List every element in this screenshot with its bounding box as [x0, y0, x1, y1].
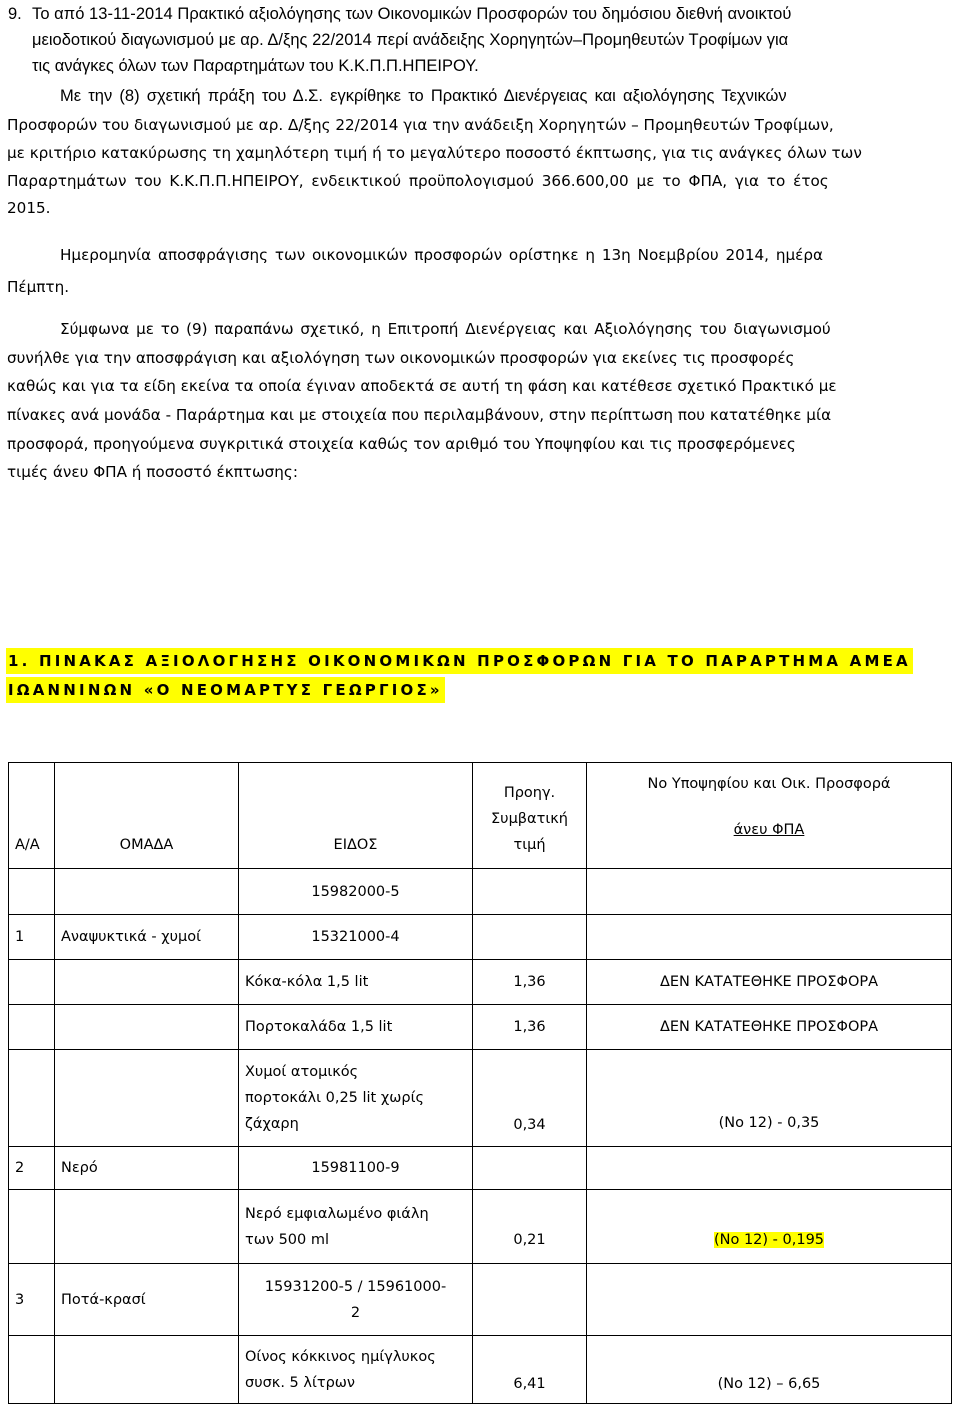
- header-prev-line2: Συμβατική: [491, 811, 568, 827]
- row4-item-l1: Νερό εμφιαλωμένο φιάλη: [245, 1205, 429, 1222]
- row3-offer: (Νο 12) - 0,35: [587, 1050, 952, 1147]
- para3-line6: τιμές άνευ ΦΠΑ ή ποσοστό έκπτωσης:: [7, 463, 298, 481]
- para3-line5: προσφορά, προηγούμενα συγκριτικά στοιχεία καθώς τον αριθμό του Υποψηφίου και τις προσφερόμενες: [7, 435, 796, 453]
- item-number: 9.: [8, 5, 22, 23]
- group3-aa: 3: [9, 1264, 55, 1336]
- row5-item-l1: Οίνος κόκκινος ημίγλυκος: [245, 1348, 436, 1365]
- row3-item-l2: πορτοκάλι 0,25 lit χωρίς: [245, 1090, 424, 1106]
- row2-item: Πορτοκαλάδα 1,5 lit: [239, 1005, 473, 1050]
- item9-line4: Με την (8) σχετική πράξη του Δ.Σ. εγκρίθηκε το Πρακτικό Διενέργειας και αξιολόγησης Τεχνικών: [60, 87, 787, 105]
- item9-line7: Παραρτημάτων του Κ.Κ.Π.Π.ΗΠΕΙΡΟΥ, ενδεικτικού προϋπολογισμού 366.600,00 με το ΦΠΑ, για το έτος: [7, 172, 829, 190]
- evaluation-table: [8, 762, 952, 1404]
- group3-code-l1: 15931200-5 / 15961000-: [264, 1278, 447, 1295]
- table-row: [9, 1264, 952, 1336]
- row3-item-l1: Χυμοί ατομικός: [245, 1064, 359, 1080]
- group3-code: [239, 1264, 473, 1336]
- para2-line1: Ημερομηνία αποσφράγισης των οικονομικών προσφορών ορίστηκε η 13η Νοεμβρίου 2014, ημέρα: [60, 246, 823, 264]
- item9-line5: Προσφορών του διαγωνισμού με αρ. Δ/ξης 22/2014 για την ανάδειξη Χορηγητών – Προμηθευτών Τροφίμων,: [7, 116, 834, 134]
- item9-line3: τις ανάγκες όλων των Παραρτημάτων του Κ.Κ.Π.Π.ΗΠΕΙΡΟΥ.: [32, 57, 479, 75]
- table-header-row: [9, 763, 952, 869]
- header-offer-line2: άνευ ΦΠΑ: [733, 822, 805, 838]
- row4-offer-value: (Νο 12) - 0,195: [713, 1232, 825, 1248]
- table-row: [9, 869, 952, 915]
- row4-item-l2: των 500 ml: [245, 1231, 330, 1248]
- group3-code-l2: 2: [350, 1304, 361, 1321]
- table-row: [9, 1005, 952, 1050]
- row5-item-l2: συσκ. 5 λίτρων: [245, 1374, 356, 1391]
- header-aa: Α/Α: [9, 763, 55, 869]
- row2-price: 1,36: [473, 1005, 587, 1050]
- group1-code1: 15982000-5: [239, 869, 473, 915]
- para3-line4: πίνακες ανά μονάδα - Παράρτημα και με στοιχεία που περιλαμβάνουν, στην περίπτωση που κατατέθηκε μία: [7, 406, 832, 424]
- para3-line3: καθώς και για τα είδη εκείνα τα οποία έγιναν αποδεκτά σε αυτή τη φάση και κατέθεσε σχετικό Πρακτικό με: [7, 377, 837, 395]
- item9-line6: με κριτήριο κατακύρωσης τη χαμηλότερη τιμή ή το μεγαλύτερο ποσοστό έκπτωσης, για τις ανάγκες όλων των: [7, 144, 862, 162]
- header-offer: [587, 763, 952, 869]
- row5-item: [239, 1336, 473, 1404]
- group2-name: Νερό: [55, 1147, 239, 1190]
- para3-line1: Σύμφωνα με το (9) παραπάνω σχετικό, η Επιτροπή Διενέργειας και Αξιολόγησης του διαγωνισμού: [60, 320, 831, 338]
- group1-name: Αναψυκτικά - χυμοί: [55, 915, 239, 960]
- para2-line2: Πέμπτη.: [7, 278, 70, 296]
- group1-code2: 15321000-4: [239, 915, 473, 960]
- header-offer-line1: Νο Υποψηφίου και Οικ. Προσφορά: [647, 776, 891, 792]
- row2-offer: ΔΕΝ ΚΑΤΑΤΕΘΗΚΕ ΠΡΟΣΦΟΡΑ: [587, 1005, 952, 1050]
- table-row: [9, 1190, 952, 1264]
- table-row: [9, 960, 952, 1005]
- table-row: [9, 1147, 952, 1190]
- table-row: [9, 915, 952, 960]
- row1-price: 1,36: [473, 960, 587, 1005]
- group1-aa: 1: [9, 915, 55, 960]
- group2-code: 15981100-9: [239, 1147, 473, 1190]
- header-prev-line1: Προηγ.: [503, 785, 556, 801]
- row1-offer: ΔΕΝ ΚΑΤΑΤΕΘΗΚΕ ΠΡΟΣΦΟΡΑ: [587, 960, 952, 1005]
- item9-line1: Το από 13-11-2014 Πρακτικό αξιολόγησης των Οικονομικών Προσφορών του δημόσιου διεθνή ανοικτού: [32, 5, 792, 23]
- header-group: ΟΜΑΔΑ: [55, 763, 239, 869]
- row4-offer: [587, 1190, 952, 1264]
- item9-line2: μειοδοτικού διαγωνισμού με αρ. Δ/ξης 22/2014 περί ανάδειξης Χορηγητών–Προμηθευτών Τροφίμων για: [32, 31, 789, 49]
- header-prev-price: [473, 763, 587, 869]
- header-prev-line3: τιμή: [513, 837, 546, 853]
- row4-item: [239, 1190, 473, 1264]
- table-row: [9, 1336, 952, 1404]
- row3-item: [239, 1050, 473, 1147]
- row5-offer: (Νο 12) – 6,65: [587, 1336, 952, 1404]
- row4-price: 0,21: [473, 1190, 587, 1264]
- group3-name: Ποτά-κρασί: [55, 1264, 239, 1336]
- row5-price: 6,41: [473, 1336, 587, 1404]
- item9-line8: 2015.: [7, 199, 51, 217]
- group2-aa: 2: [9, 1147, 55, 1190]
- row1-item: Κόκα-κόλα 1,5 lit: [239, 960, 473, 1005]
- table-row: [9, 1050, 952, 1147]
- row3-price: 0,34: [473, 1050, 587, 1147]
- row3-item-l3: ζάχαρη: [245, 1116, 299, 1132]
- table-heading-line2: ΙΩΑΝΝΙΝΩΝ «Ο ΝΕΟΜΑΡΤΥΣ ΓΕΩΡΓΙΟΣ»: [6, 677, 445, 703]
- para3-line2: συνήλθε για την αποσφράγιση και αξιολόγηση των οικονομικών προσφορών για εκείνες τις προσφορές: [7, 349, 795, 367]
- header-item: ΕΙΔΟΣ: [239, 763, 473, 869]
- table-heading-line1: 1. ΠΙΝΑΚΑΣ ΑΞΙΟΛΟΓΗΣΗΣ ΟΙΚΟΝΟΜΙΚΩΝ ΠΡΟΣΦΟΡΩΝ ΓΙΑ ΤΟ ΠΑΡΑΡΤΗΜΑ ΑΜΕΑ: [6, 648, 913, 674]
